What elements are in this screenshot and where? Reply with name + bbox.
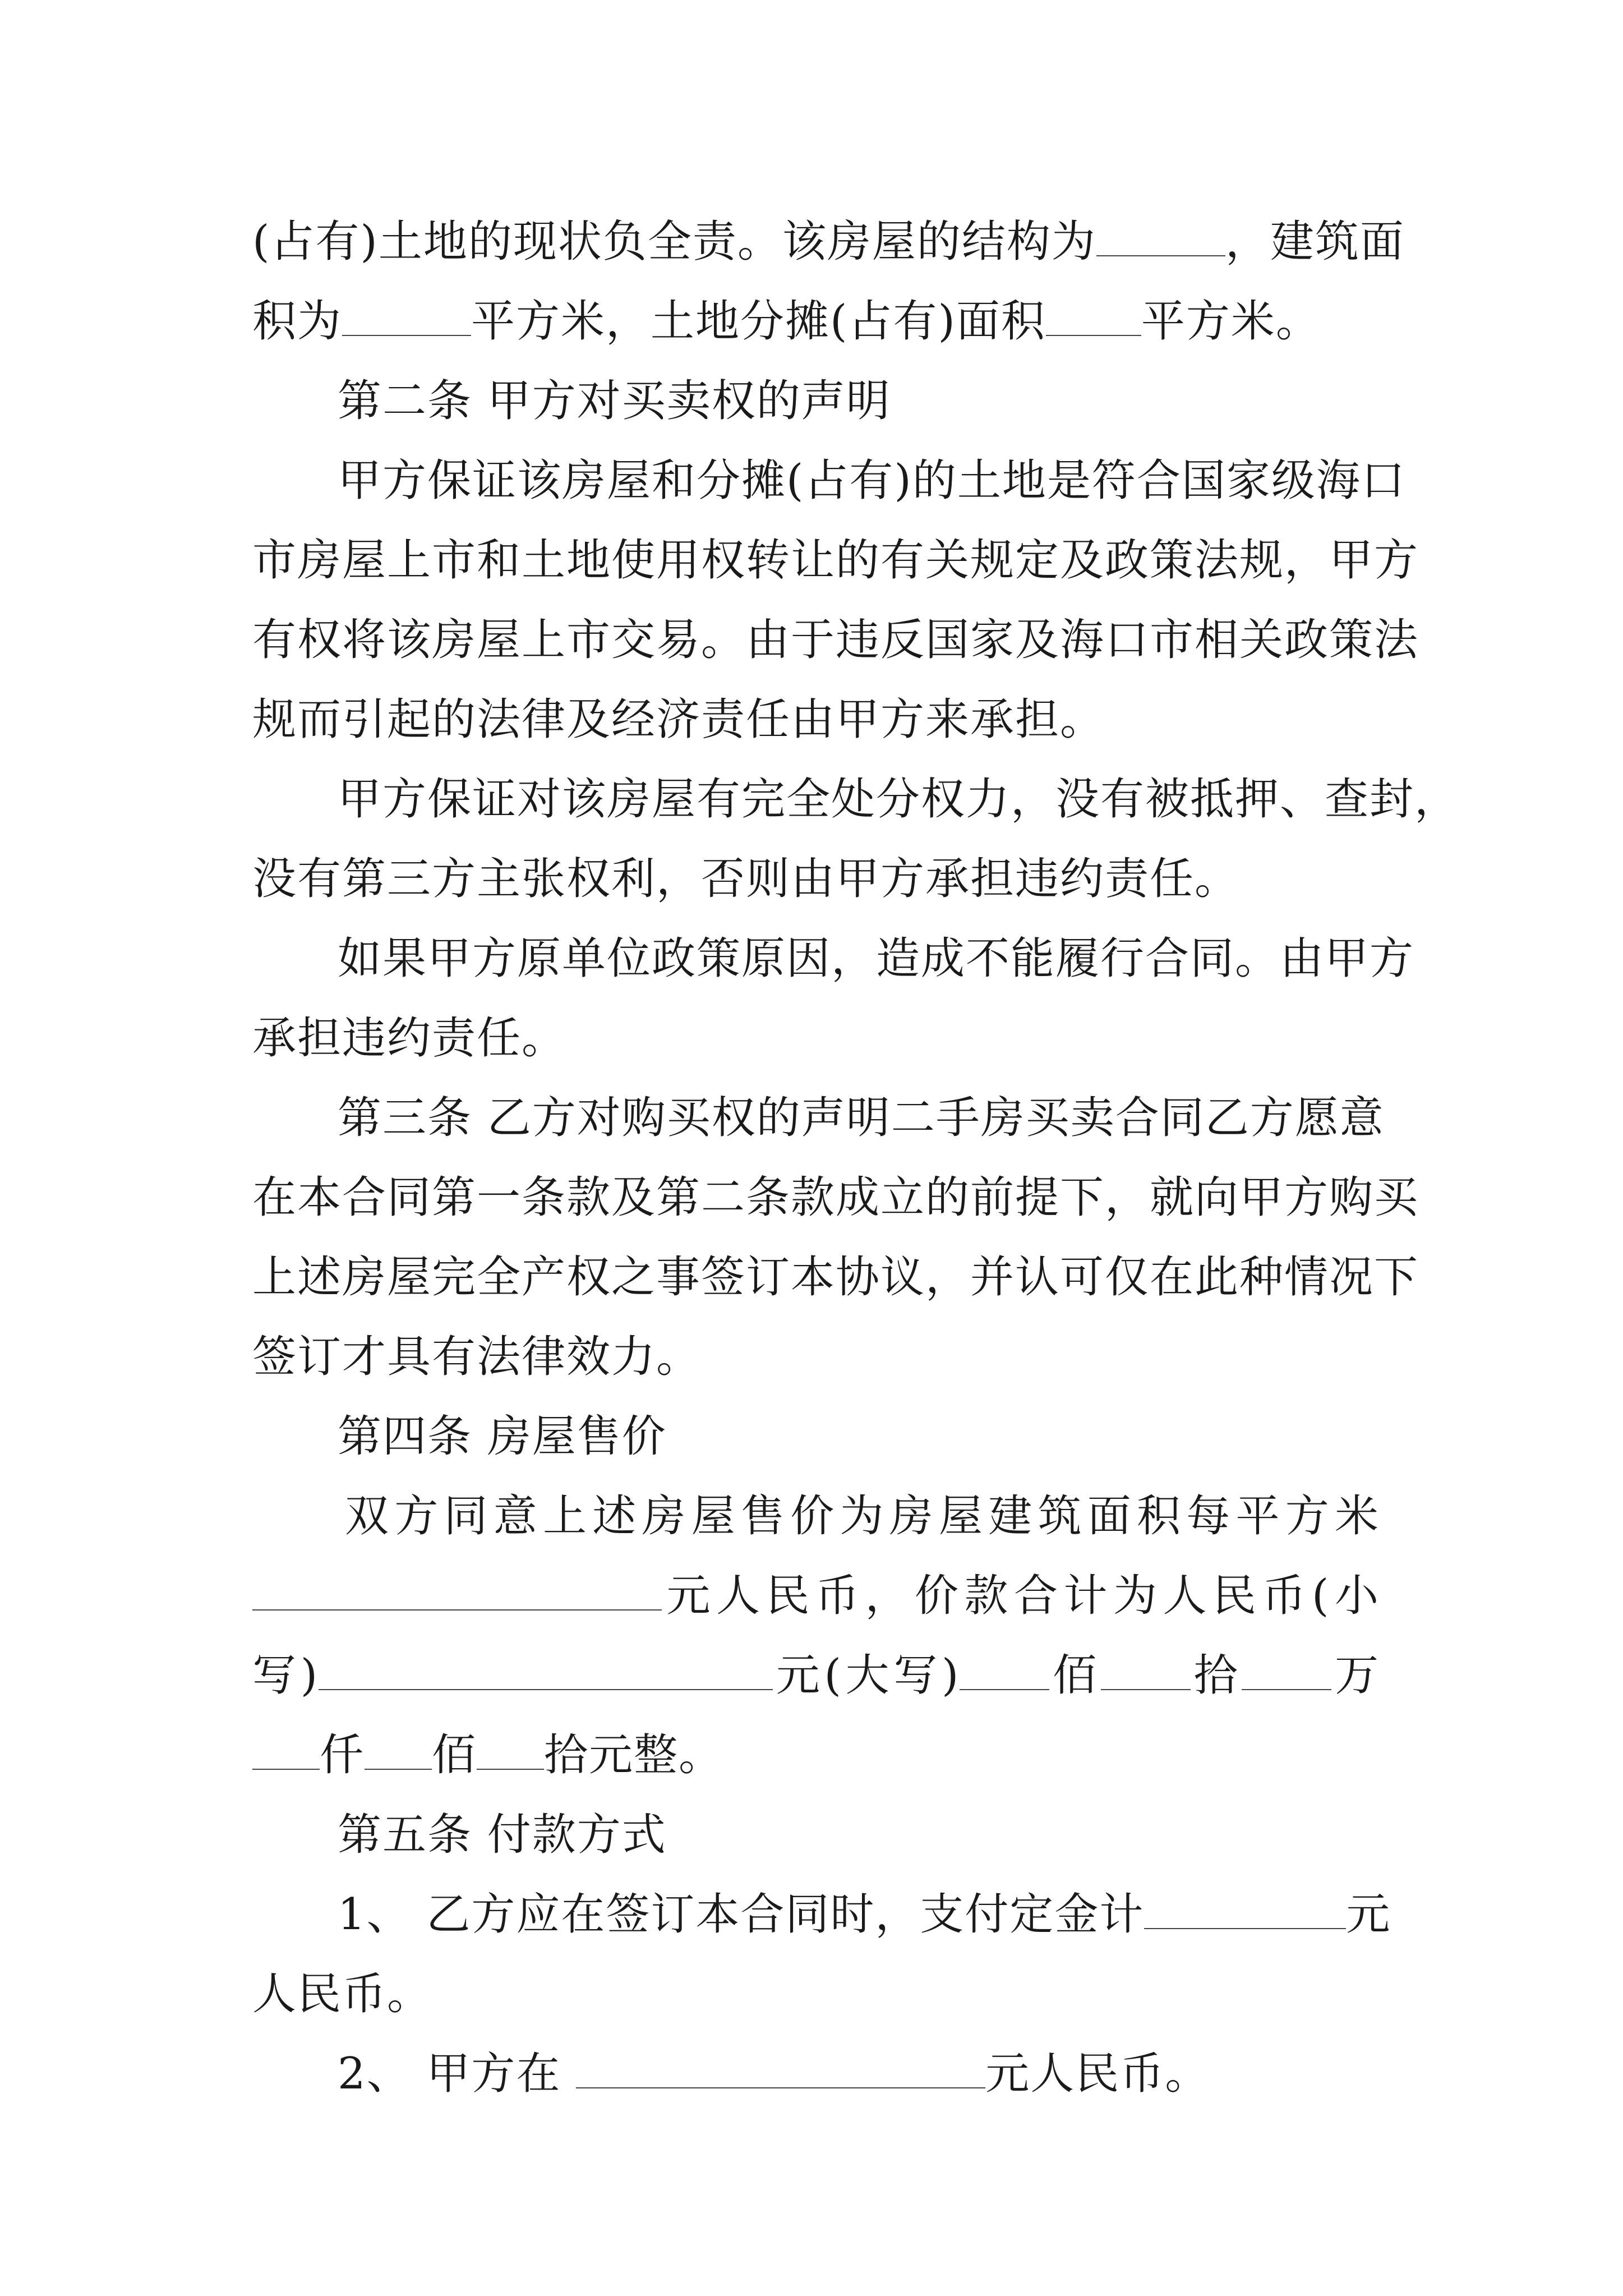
blank-field <box>960 1652 1049 1690</box>
blank-field <box>1242 1652 1331 1690</box>
text-line: 规而引起的法律及经济责任由甲方来承担。 <box>252 694 1105 745</box>
text-line: (占有)土地的现状负全责。该房屋的结构为 ，建筑面 <box>252 217 1405 267</box>
text-line: 签订才具有法律效力。 <box>252 1332 702 1382</box>
text-line: 人民币。 <box>252 1969 432 2019</box>
text-line: 在本合同第一条款及第二条款成立的前提下，就向甲方购买 <box>252 1172 1419 1223</box>
text-line: 市房屋上市和土地使用权转让的有关规定及政策法规，甲方 <box>252 535 1419 586</box>
text-line: 没有第三方主张权利，否则由甲方承担违约责任。 <box>252 854 1240 904</box>
article-heading: 第五条 付款方式 <box>338 1810 667 1860</box>
blank-field <box>342 298 471 336</box>
text-line: 甲方保证对该房屋有完全处分权力，没有被抵押、查封， <box>338 774 1460 825</box>
article-heading: 第三条 乙方对购买权的声明二手房买卖合同乙方愿意 <box>338 1093 1385 1143</box>
text-line: 上述房屋完全产权之事签订本协议，并认可仅在此种情况下 <box>252 1252 1419 1303</box>
article-heading: 第二条 甲方对买卖权的声明 <box>338 376 891 426</box>
text-line: 2、 甲方在 元人民币。 <box>338 2049 1210 2099</box>
blank-field <box>1046 298 1141 336</box>
blank-field <box>477 1732 544 1770</box>
text-line: 甲方保证该房屋和分摊(占有)的土地是符合国家级海口 <box>338 455 1406 506</box>
blank-field <box>1144 1891 1346 1929</box>
blank-field <box>576 2050 985 2088</box>
text-line: 积为 平方米，土地分摊(占有)面积 平方米。 <box>252 296 1321 347</box>
text-line: 如果甲方原单位政策原因，造成不能履行合同。由甲方 <box>338 933 1415 984</box>
text-line: 元人民币，价款合计为人民币(小 <box>252 1556 1380 1636</box>
text-line: 仟 佰 拾元整。 <box>252 1715 1380 1795</box>
blank-field <box>252 1732 320 1770</box>
blank-field <box>252 1572 662 1611</box>
article-heading: 第四条 房屋售价 <box>338 1411 667 1462</box>
text-line: 有权将该房屋上市交易。由于违反国家及海口市相关政策法 <box>252 615 1419 665</box>
text-line: 双方同意上述房屋售价为房屋建筑面积每平方米 <box>345 1491 1380 1542</box>
text-line: 承担违约责任。 <box>252 1013 567 1064</box>
blank-field <box>1101 1652 1191 1690</box>
text-line: 1、 乙方应在签订本合同时，支付定金计 元 <box>338 1889 1391 1940</box>
blank-field <box>319 1652 773 1690</box>
contract-body <box>252 202 1460 2114</box>
blank-field <box>1096 218 1225 256</box>
text-line: 写) 元(大写) 佰 拾 万 <box>252 1650 1380 1701</box>
blank-field <box>365 1732 432 1770</box>
